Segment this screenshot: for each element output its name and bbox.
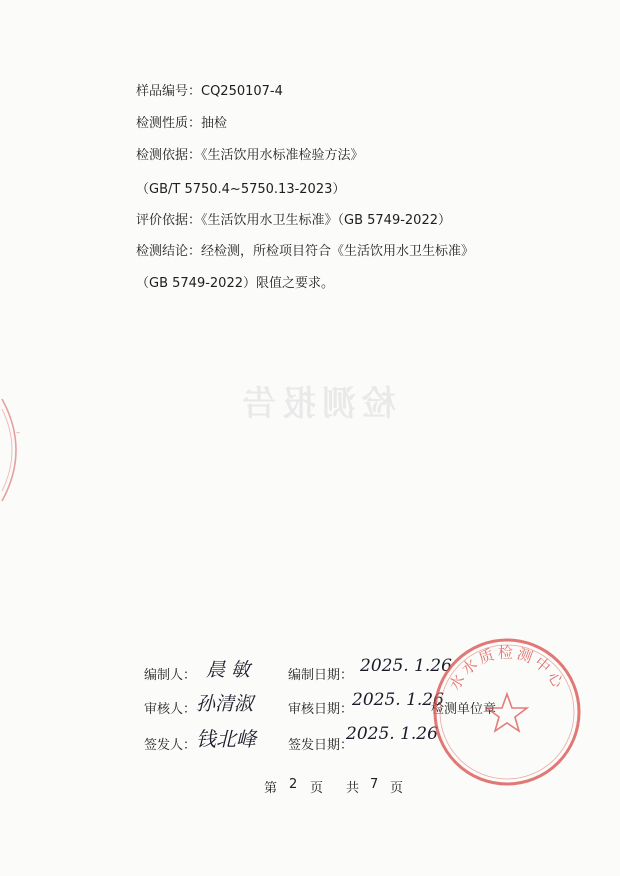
issue-date-label: 签发日期： bbox=[288, 738, 354, 753]
total-pages: 7 bbox=[370, 777, 379, 792]
compile-date: 2025. 1.26 bbox=[360, 656, 452, 676]
test-nature: 检测性质：抽检 bbox=[136, 116, 228, 131]
test-basis-standard: （GB/T 5750.4~5750.13-2023） bbox=[136, 182, 346, 197]
page-prefix: 第 bbox=[264, 781, 278, 796]
reviewer-signature: 孙清淑 bbox=[196, 693, 254, 715]
issuer-signature: 钱北峰 bbox=[196, 727, 256, 751]
page-unit: 页 bbox=[310, 781, 324, 796]
compiler-label: 编制人： bbox=[144, 668, 197, 683]
inspection-center-seal bbox=[427, 632, 587, 792]
evaluation-basis: 评价依据：《生活饮用水卫生标准》（GB 5749-2022） bbox=[136, 213, 451, 228]
test-basis: 检测依据：《生活饮用水标准检验方法》 bbox=[136, 148, 364, 163]
test-conclusion-continued: （GB 5749-2022）限值之要求。 bbox=[136, 276, 334, 291]
total-unit: 页 bbox=[390, 781, 404, 796]
total-prefix: 共 bbox=[346, 781, 360, 796]
page-number: 2 bbox=[289, 777, 298, 792]
bleed-through-title: 检测报告 bbox=[236, 384, 396, 424]
review-date: 2025. 1.26 bbox=[352, 690, 444, 710]
issuer-label: 签发人： bbox=[144, 738, 197, 753]
svg-text:水水质检测中心 bbox=[445, 644, 568, 694]
sample-number: 样品编号：CQ250107-4 bbox=[136, 84, 283, 99]
unit-seal-label: 检测单位章 bbox=[431, 702, 497, 717]
compile-date-label: 编制日期： bbox=[288, 668, 354, 683]
svg-text:–: – bbox=[16, 428, 20, 437]
test-conclusion: 检测结论：经检测，所检项目符合《生活饮用水卫生标准》 bbox=[136, 244, 475, 259]
issue-date: 2025. 1.26 bbox=[346, 724, 438, 744]
reviewer-label: 审核人： bbox=[144, 702, 197, 717]
seal-text: 水水质检测中心 bbox=[445, 643, 569, 694]
compiler-signature: 晨 敏 bbox=[206, 659, 251, 681]
review-date-label: 审核日期： bbox=[288, 702, 354, 717]
edge-seal-mark bbox=[0, 395, 34, 505]
